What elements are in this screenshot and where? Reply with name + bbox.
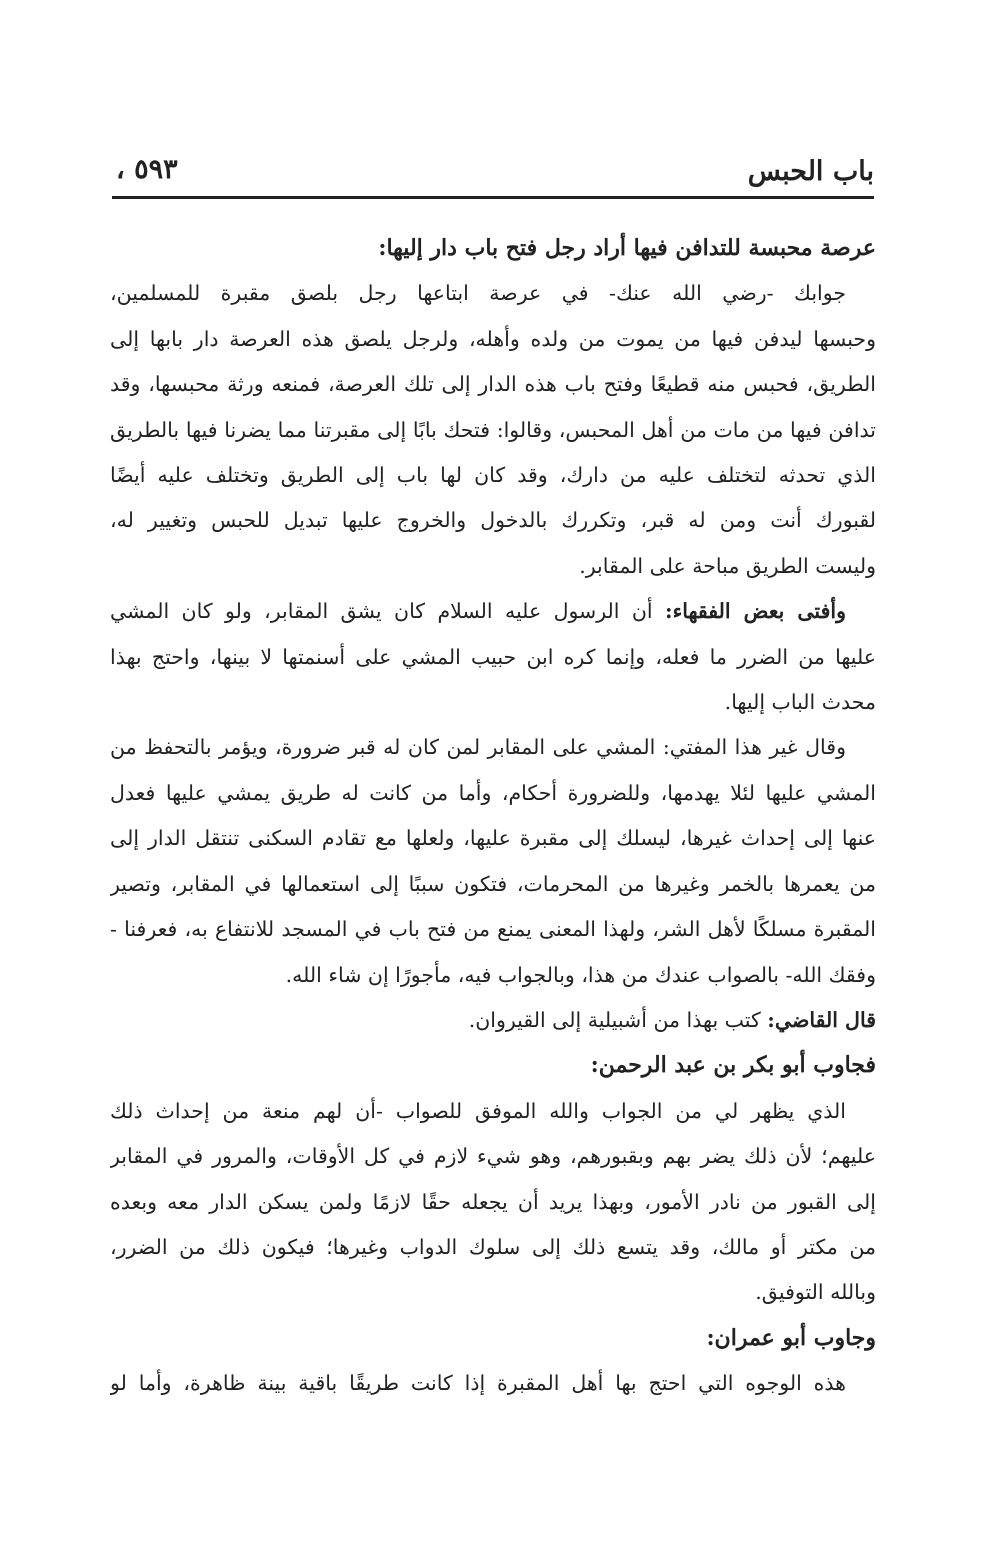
page-number: ٥٩٣ ، <box>116 154 178 185</box>
paragraph <box>110 1089 876 1316</box>
text-line: إلى القبور من نادر الأمور، وبهذا يريد أن يجعله حقًا لازمًا ولمن يسكن الدار معه وبعده <box>110 1189 876 1214</box>
page-header <box>112 152 874 199</box>
page-body <box>110 226 876 1407</box>
text-line: الذي يظهر لي من الجواب والله الموفق للصواب -أن لهم منعة من إحداث ذلك <box>110 1098 846 1123</box>
text-line: الذي تحدثه لتختلف عليه من دارك، وقد كان لها باب إلى الطريق وتختلف عليه أيضًا <box>110 463 876 488</box>
text-line: الطريق، فحبس منه قطيعًا وفتح باب هذه الدار إلى تلك العرصة، فمنعه ورثة محبسها، وقد <box>110 372 876 397</box>
text-line: عنها إلى إحداث غيرها، ليسلك إلى مقبرة عليها، ولعلها مع تقادم السكنى تنتقل الدار إلى <box>110 826 876 851</box>
running-title: باب الحبس <box>747 156 874 187</box>
text-fragment: أن الرسول عليه السلام كان يشق المقابر، ولو كان المشي <box>110 599 653 624</box>
paragraph-lead: قال القاضي: <box>767 1007 876 1032</box>
paragraph-lead: وأفتى بعض الفقهاء: <box>665 599 846 624</box>
text-line: لقبورك أنت ومن له قبر، وتكررك بالدخول والخروج عليها تبديل للحبس وتغيير له، <box>110 508 876 533</box>
text-line: وحبسها ليدفن فيها من يموت من ولده وأهله، ولرجل يلصق هذه العرصة دار بابها إلى <box>110 326 876 351</box>
paragraph <box>110 589 876 725</box>
paragraph <box>110 725 876 997</box>
text-line: المقبرة مسلكًا لأهل الشر، ولهذا المعنى يمنع من فتح باب في المسجد للانتفاع به، فعرفنا - <box>110 917 876 942</box>
text-line: جوابك -رضي الله عنك- في عرصة ابتاعها رجل بلصق مقبرة للمسلمين، <box>110 281 846 306</box>
text-line: وقال غير هذا المفتي: المشي على المقابر لمن كان له قبر ضرورة، ويؤمر بالتحفظ من <box>110 735 846 760</box>
text-line: وليست الطريق مباحة على المقابر. <box>579 553 876 578</box>
section-heading: وجاوب أبو عمران: <box>706 1324 876 1351</box>
text-line: عليها من الضرر ما فعله، وإنما كره ابن حبيب المشي على أسنمتها لا بينها، واحتج بهذا <box>110 644 876 669</box>
text-line <box>110 589 876 634</box>
text-line: وفقك الله- بالصواب عندك من هذا، وبالجواب فيه، مأجورًا إن شاء الله. <box>285 962 876 987</box>
text-line: محدث الباب إليها. <box>724 690 876 715</box>
text-line: وبالله التوفيق. <box>755 1280 876 1305</box>
paragraph <box>110 271 876 589</box>
text-line: من مكتر أو مالك، وقد يتسع ذلك إلى سلوك الدواب وغيرها؛ فيكون ذلك من الضرر، <box>110 1234 876 1259</box>
text-line: عليهم؛ لأن ذلك يضر بهم وبقبورهم، وهو شيء لازم في كل الأوقات، والمرور في المقابر <box>110 1144 876 1169</box>
text-line: هذه الوجوه التي احتج بها أهل المقبرة إذا كانت طريقًا باقية بينة ظاهرة، وأما لو <box>110 1371 846 1396</box>
text-line: من يعمرها بالخمر وغيرها من المحرمات، فتكون سببًا إلى استعمالها في المقابر، وتصير <box>110 871 876 896</box>
text-fragment: كتب بهذا من أشبيلية إلى القيروان. <box>468 1007 761 1032</box>
section-heading: فجاوب أبو بكر بن عبد الرحمن: <box>590 1052 876 1079</box>
text-line: المشي عليها لئلا يهدمها، وللضرورة أحكام، وأما من كانت له طريق يمشي عليها فعدل <box>110 780 876 805</box>
text-line <box>110 998 876 1043</box>
text-line: تدافن فيها من مات من أهل المحبس، وقالوا: فتحك بابًا إلى مقبرتنا مما يضرنا فيها بالطريق <box>110 417 876 442</box>
section-heading: عرصة محبسة للتدافن فيها أراد رجل فتح باب دار إليها: <box>378 235 876 261</box>
